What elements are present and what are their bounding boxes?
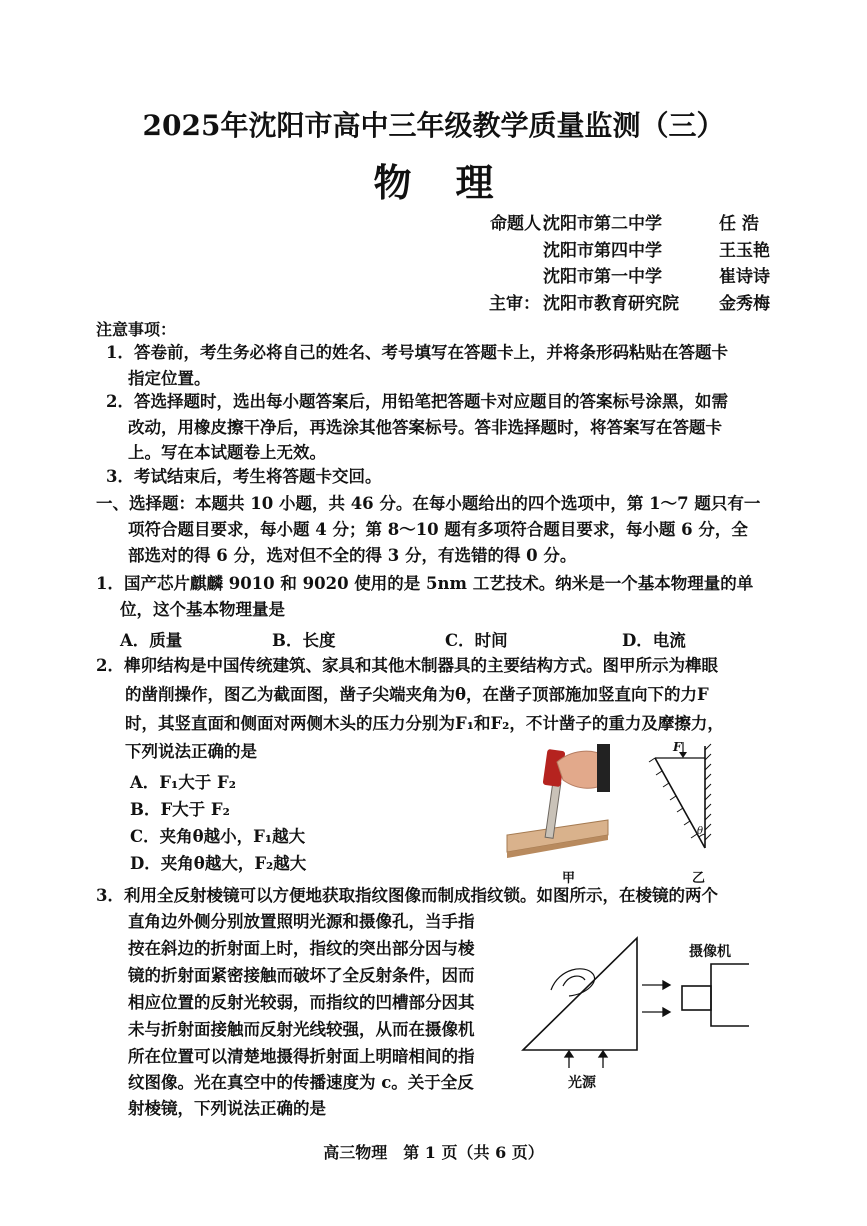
section-intro: 一、选择题：本题共 10 小题，共 46 分。在每小题给出的四个选项中，第 1～7 题只有一 (96, 494, 761, 513)
question-2-option-c: C．夹角θ越小，F₁越大 (130, 827, 306, 846)
author-school: 沈阳市第一中学 (543, 267, 662, 287)
author-name: 崔诗诗 (719, 267, 770, 287)
question-2-option-b: B．F大于 F₂ (130, 800, 230, 819)
question-2-stem-cont: 时，其竖直面和侧面对两侧木头的压力分别为F₁和F₂，不计凿子的重力及摩擦力， (125, 714, 724, 733)
exam-title: 2025年沈阳市高中三年级教学质量监测（三） (142, 109, 725, 142)
camera-label: 摄像机 (689, 944, 731, 960)
question-1-stem-cont: 位，这个基本物理量是 (120, 600, 285, 619)
question-1-option-d: D．电流 (622, 631, 686, 650)
question-3-stem-cont: 射棱镜，下列说法正确的是 (128, 1099, 326, 1118)
figure-jia-caption: 甲 (562, 871, 576, 886)
notice-item-1-cont: 指定位置。 (128, 369, 211, 388)
question-3-stem-cont: 相应位置的反射光较弱，而指纹的凹槽部分因其 (128, 993, 475, 1012)
question-2-stem-cont: 下列说法正确的是 (125, 742, 257, 761)
question-1-stem: 1．国产芯片麒麟 9010 和 9020 使用的是 5nm 工艺技术。纳米是一个基本物理量的单 (96, 574, 754, 593)
notice-item-2-cont: 改动，用橡皮擦干净后，再选涂其他答案标号。答非选择题时，将答案写在答题卡 (128, 418, 722, 437)
question-3-stem-cont: 按在斜边的折射面上时，指纹的突出部分因与棱 (128, 939, 475, 958)
question-1-option-c: C．时间 (445, 631, 508, 650)
question-3-stem-cont: 未与折射面接触而反射光线较强，从而在摄像机 (128, 1020, 475, 1039)
question-2-stem: 2．榫卯结构是中国传统建筑、家具和其他木制器具的主要结构方式。图甲所示为榫眼 (96, 656, 718, 675)
angle-label: θ (697, 826, 704, 837)
section-intro-cont: 部选对的得 6 分，选对但不全的得 3 分，有选错的得 0 分。 (128, 546, 577, 565)
question-2-option-a: A．F₁大于 F₂ (130, 773, 236, 792)
section-intro-cont: 项符合题目要求，每小题 4 分；第 8～10 题有多项符合题目要求，每小题 6 分，全 (128, 520, 748, 539)
question-2-option-d: D．夹角θ越大，F₂越大 (130, 854, 307, 873)
reviewer-school: 沈阳市教育研究院 (543, 294, 679, 314)
author-role: 命题人： (490, 214, 558, 234)
author-name: 任 浩 (719, 214, 759, 234)
notice-heading: 注意事项： (96, 320, 177, 339)
author-school: 沈阳市第二中学 (543, 214, 662, 234)
question-1-option-a: A．质量 (120, 631, 183, 650)
author-school: 沈阳市第四中学 (543, 241, 662, 261)
question-1-option-b: B．长度 (272, 631, 336, 650)
figure-yi-caption: 乙 (692, 871, 706, 886)
author-name: 王玉艳 (719, 241, 770, 261)
question-3-stem-cont: 所在位置可以清楚地摄得折射面上明暗相间的指 (128, 1047, 475, 1066)
question-3-stem-cont: 纹图像。光在真空中的传播速度为 c。关于全反 (128, 1073, 474, 1092)
notice-item-1: 1．答卷前，考生务必将自己的姓名、考号填写在答题卡上，并将条形码粘贴在答题卡 (106, 343, 728, 362)
question-3-stem: 3．利用全反射棱镜可以方便地获取指纹图像而制成指纹锁。如图所示，在棱镜的两个 (96, 886, 718, 905)
light-source-label: 光源 (568, 1075, 596, 1091)
page-footer: 高三物理 第 1 页（共 6 页） (323, 1143, 544, 1162)
question-3-stem-cont: 直角边外侧分别放置照明光源和摄像孔，当手指 (128, 912, 475, 931)
notice-item-2-cont: 上。写在本试题卷上无效。 (128, 443, 326, 462)
notice-item-2: 2．答选择题时，选出每小题答案后，用铅笔把答题卡对应题目的答案标号涂黑，如需 (106, 392, 728, 411)
reviewer-name: 金秀梅 (719, 294, 770, 314)
notice-item-3: 3．考试结束后，考生将答题卡交回。 (106, 467, 382, 486)
reviewer-role: 主审： (489, 294, 540, 314)
chisel-cross-section-figure (645, 740, 725, 862)
chisel-photo-figure (505, 740, 610, 865)
question-2-stem-cont: 的凿削操作，图乙为截面图，凿子尖端夹角为θ，在凿子顶部施加竖直向下的力F (125, 685, 709, 704)
subject-title: 物理 (373, 160, 538, 205)
question-3-stem-cont: 镜的折射面紧密接触而破坏了全反射条件，因而 (128, 966, 475, 985)
force-label: F (673, 740, 682, 754)
